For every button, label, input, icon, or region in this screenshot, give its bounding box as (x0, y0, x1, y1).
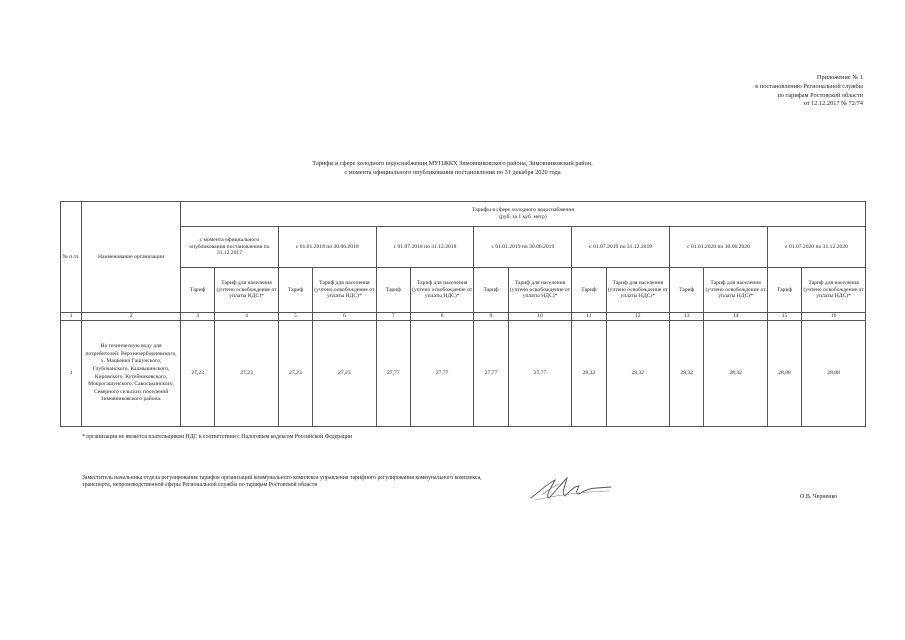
subheader-tariff: Тариф (767, 268, 801, 313)
tariff-table (60, 201, 866, 427)
tariff-value: 27,23 (278, 321, 312, 427)
column-number: 15 (767, 313, 801, 321)
subheader-population-tariff: Тариф для населения (учтено освобождение от уплаты НДС)* (508, 268, 572, 313)
column-number: 10 (508, 313, 572, 321)
subheader-population-tariff: Тариф для населения (учтено освобождение от уплаты НДС)* (802, 268, 866, 313)
column-number: 11 (572, 313, 606, 321)
footnote: * организация не является плательщиком НДС в соответствии с Налоговым кодексом Российской Федерации (82, 434, 353, 440)
tariff-value: 28,32 (670, 321, 704, 427)
population-tariff-value: 27,23 (215, 321, 279, 427)
appendix-line-4: от 12.12.2017 № 72/74 (803, 100, 863, 108)
subheader-tariff: Тариф (572, 268, 606, 313)
column-number: 9 (474, 313, 508, 321)
title-line-2: с момента официального опубликования постановления по 31 декабря 2020 года (344, 168, 561, 176)
period-header: с 01.07.2020 по 31.12.2020 (767, 227, 865, 268)
column-number: 2 (82, 313, 181, 321)
subheader-population-tariff: Тариф для населения (учтено освобождение от уплаты НДС)* (215, 268, 279, 313)
column-number: 13 (670, 313, 704, 321)
document-title (0, 160, 905, 178)
population-tariff-value: 27,23 (313, 321, 377, 427)
column-number: 4 (215, 313, 279, 321)
header-number: № п./п. (61, 202, 82, 313)
column-number: 6 (313, 313, 377, 321)
row-number: 1 (61, 321, 82, 427)
subheader-tariff: Тариф (670, 268, 704, 313)
appendix-line-3: по тарифам Ростовской области (777, 91, 863, 99)
appendix-line-2: к постановлению Региональной службы (755, 82, 863, 90)
handwritten-signature (525, 472, 615, 506)
period-header: с 01.01.2018 по 30.06.2018 (278, 227, 376, 268)
signatory-position: Заместитель начальника отдела регулирования тарифов организаций коммунального комплекса управления тарифного регулирования коммунального комплекса, транспорта, непроизводственной сферы Региональной службы по тарифам Ростовской области (82, 475, 482, 489)
period-header: с 01.01.2020 по 30.06.2020 (670, 227, 768, 268)
header-organization: Наименование организации (82, 202, 181, 313)
column-number: 12 (606, 313, 670, 321)
subheader-population-tariff: Тариф для населения (учтено освобождение от уплаты НДС)* (704, 268, 768, 313)
header-tariff-group (181, 202, 866, 227)
title-line-1: Тарифы в сфере холодного водоснабжения МУПЖКХ Зимовниковского района, Зимовниковский район, (312, 160, 593, 167)
subheader-population-tariff: Тариф для населения (учтено освобождение от уплаты НДС)* (410, 268, 474, 313)
table-row (61, 321, 866, 427)
appendix-line-1: Приложение № 1 (816, 74, 863, 81)
signatory-name: О.В. Черненко (800, 494, 838, 500)
tariff-value: 27,77 (376, 321, 410, 427)
subheader-tariff: Тариф (474, 268, 508, 313)
column-number: 1 (61, 313, 82, 321)
column-number: 8 (410, 313, 474, 321)
subheader-tariff: Тариф (181, 268, 215, 313)
column-number: 14 (704, 313, 768, 321)
tariff-value: 27,23 (181, 321, 215, 427)
column-number: 16 (802, 313, 866, 321)
header-tariff-group-line-1: Тарифы в сфере холодного водоснабжения (472, 207, 574, 214)
period-header: с 01.01.2019 по 30.06.2019 (474, 227, 572, 268)
period-header: с 01.07.2019 по 31.12.2019 (572, 227, 670, 268)
column-number: 5 (278, 313, 312, 321)
population-tariff-value: 28,88 (802, 321, 866, 427)
tariff-value: 28,88 (767, 321, 801, 427)
tariff-value: 27,77 (474, 321, 508, 427)
organization-name: На техническую воду для потребителей: Верхнезерборновского, х. Мацкевич Гашунского, Глубочанского, Калмыкинского, Кировского, Кутейниковского, Мокрогашунского, Савоськинского, Северного сельских поселений Зимовниковского района. (82, 321, 181, 427)
header-tariff-group-line-2: (руб. за 1 куб. метр) (499, 214, 547, 220)
period-header: с 01.07.2018 по 31.12.2018 (376, 227, 474, 268)
period-header: с момента официального опубликования постановления по 31.12.2017 (181, 227, 279, 268)
column-number: 3 (181, 313, 215, 321)
subheader-population-tariff: Тариф для населения (учтено освобождение от уплаты НДС)* (606, 268, 670, 313)
population-tariff-value: 28,32 (704, 321, 768, 427)
subheader-population-tariff: Тариф для населения (учтено освобождение от уплаты НДС)* (313, 268, 377, 313)
population-tariff-value: 27,77 (410, 321, 474, 427)
subheader-tariff: Тариф (376, 268, 410, 313)
appendix-header (663, 74, 863, 109)
column-number: 7 (376, 313, 410, 321)
tariff-value: 28,32 (572, 321, 606, 427)
subheader-tariff: Тариф (278, 268, 312, 313)
population-tariff-value: 28,32 (606, 321, 670, 427)
population-tariff-value: 27,77 (508, 321, 572, 427)
